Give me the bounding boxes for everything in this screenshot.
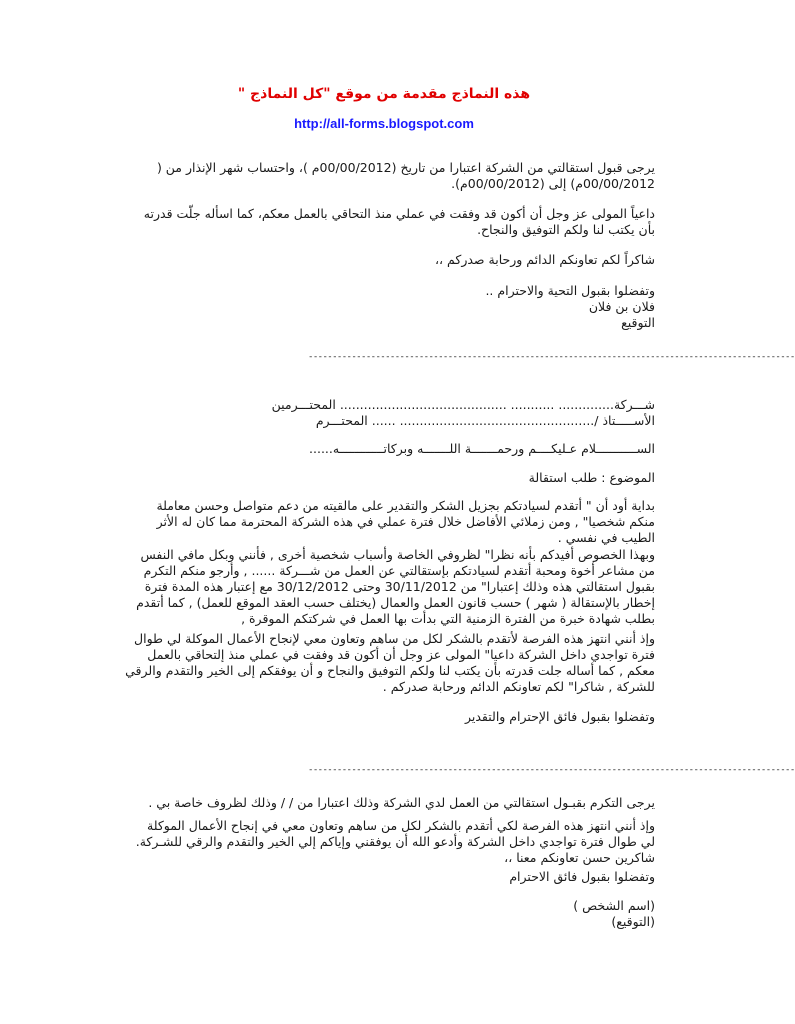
letter1-paragraph1: يرجى قبول استقالتي من الشركة اعتبارا من تاريخ (00/00/2012م )، واحتساب شهر الإنذار من ( 00/00/2012م) إلى (00/00/2012م).	[156, 160, 655, 191]
letter2-paragraph1: بداية أود أن " أتقدم لسيادتكم بجزيل الشكر والتقدير على مالقيته من دعم متواصل وحسن معاملة منكم شخصيا" , ومن زملائي الأفاضل خلال فترة عملي في هذه الشركة المحترمة مما كان له الأثر الطيب في نفسي .	[156, 498, 655, 545]
source-link[interactable]: http://all-forms.blogspot.com	[294, 116, 474, 131]
divider-1: -----------------------------------------------------------------------------------------------------	[308, 352, 795, 362]
letter3-signoff	[115, 898, 655, 930]
letter2-closing: وتفضلوا بقبول فائق الإحترام والتقدير	[464, 709, 655, 724]
letter3-closing: وتفضلوا بقبول فائق الاحترام	[509, 869, 655, 884]
letter2-addressee: شـــركة.............. ........... .......................................... المحتـــرمين الأســـــتاذ /................................................. ...... المحتـــرم	[271, 397, 655, 428]
letter3-paragraph2: وإذ أنني انتهز هذه الفرصة لكي أتقدم بالشكر لكل من ساهم وتعاون معي في إنجاح الأعمال الموكلة لي طوال فترة تواجدي داخل الشركة وأدعو الله أن يوفقني وإياكم إلي الخير والتقدم والرقي للشـركة. شاكرين حسن تعاونكم معنا ،،	[135, 818, 655, 865]
signature-label: التوقيع	[621, 315, 655, 330]
divider-2: -----------------------------------------------------------------------------------------------------	[308, 765, 795, 775]
sender-name: فلان بن فلان	[588, 299, 655, 314]
letter1-thanks: شاكراً لكم تعاونكم الدائم ورحابة صدركم ،،	[435, 252, 655, 267]
letter1-closing: وتفضلوا بقبول التحية والاحترام .. فلان بن فلان التوقيع	[115, 283, 655, 331]
letter2-subject: الموضوع : طلب استقالة	[528, 470, 655, 485]
person-name-placeholder: (اسم الشخص )	[573, 898, 655, 913]
letter3-paragraph1: يرجى التكرم بقبـول استقالتي من العمل لدي الشركة وذلك اعتبارا من / / وذلك لظروف خاصة بي .	[148, 795, 655, 810]
letter2-paragraph3: وإذ أنني انتهز هذه الفرصة لأتقدم بالشكر لكل من ساهم وتعاون معي لإنجاح الأعمال الموكلة لي طوال فترة تواجدي داخل الشركة داعيا" المولى عز وجل أن أكون قد وفقت في عملي منذ إلتحاقي بالعمل معكم , كما أساله جلت قدرته بأن يكتب لنا ولكم التوفيق والنجاح و أن يوفقكم إلى الخير والتقدم والرقي للشركة , شاكرا" لكم تعاونكم الدائم ورحابة صدركم .	[125, 631, 655, 694]
signature-placeholder: (التوقيع)	[611, 914, 655, 929]
letter2-paragraph2: وبهذا الخصوص أفيدكم بأنه نظرا" لظروفي الخاصة وأسباب شخصية أخرى , فأنني وبكل مافي النفس من مشاعر أخوة ومحبة أتقدم لسيادتكم بإستقالتي عن العمل من شـــركة ...... , وأرجو منكم التكرم بقبول استقالتي هذه وذلك إعتبارا" من 30/11/2012 وحتى 30/12/2012 مع إعتبار هذه المدة فترة إخطار بالإستقالة ( شهر ) حسب قانون العمل والعمال (يختلف حسب العقد الموقع للعمل) , كما أتقدم بطلب شهادة خبرة من الفترة الزمنية التي بدأت بها العمل في شركتكم الموقرة ,	[136, 547, 655, 626]
letter1-paragraph2: داعياً المولى عز وجل أن أكون قد وفقت في عملي منذ التحاقي بالعمل معكم، كما اسأله جلّت قدرته بأن يكتب لنا ولكم التوفيق والنجاح.	[143, 206, 655, 237]
letter2-salam: الســـــــــــلام عـليكــــم ورحمـــــــة اللـــــــه وبركاتــــــــــــه......	[309, 441, 655, 456]
page-title: هذه النماذج مقدمة من موقع "كل النماذج "	[237, 86, 531, 102]
